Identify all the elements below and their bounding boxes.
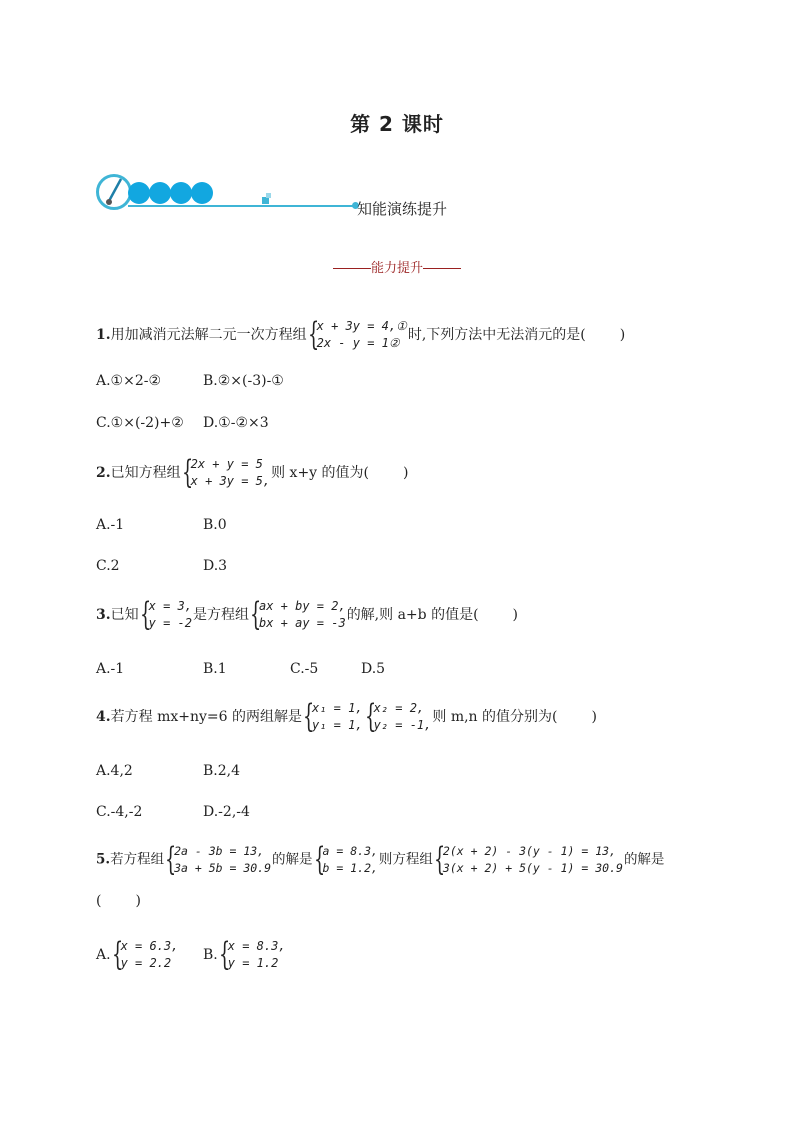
section-label: 能力提升 xyxy=(370,261,423,276)
question-text: 是方程组 xyxy=(192,607,249,623)
equation-row: a = 8.3, xyxy=(322,844,378,858)
equation-row: 3a + 5b = 30.9 xyxy=(174,861,272,875)
equation-row: x₂ = 2, xyxy=(373,701,425,715)
question-number: 2. xyxy=(96,465,111,481)
equation-system: { 2a - 3b = 13, 3a + 5b = 30.9 xyxy=(165,840,272,878)
option-label: A. xyxy=(96,947,111,963)
option-d: D.①-②×3 xyxy=(203,415,269,431)
question-text: 的解是 xyxy=(272,851,313,868)
question-text: 则 x+y 的值为( xyxy=(271,465,370,481)
option-b: B.0 xyxy=(203,517,227,533)
equation-row: 2x - y = 1② xyxy=(316,336,400,350)
question-number: 4. xyxy=(96,709,111,725)
option-a xyxy=(96,935,179,973)
question-text: 时,下列方法中无法消元的是( xyxy=(407,327,586,343)
option-label: B. xyxy=(203,947,218,963)
equation-row: y₂ = -1, xyxy=(373,718,432,732)
banner-decor-circle xyxy=(191,182,213,204)
option-a: A.-1 xyxy=(96,517,125,533)
equation-row: 2(x + 2) - 3(y - 1) = 13, xyxy=(442,844,617,858)
equation-system: { x₁ = 1, y₁ = 1, xyxy=(303,697,363,735)
banner-square-icon xyxy=(262,197,269,204)
option-b: B.1 xyxy=(203,661,227,677)
question-1 xyxy=(96,315,626,353)
answer-paren-open: ( xyxy=(96,893,102,909)
question-text: 的解,则 a+b 的值是( xyxy=(346,607,479,623)
equation-row: x = 3, xyxy=(148,599,192,613)
question-text: 若方程 mx+ny=6 的两组解是 xyxy=(110,709,302,725)
equation-system: { ax + by = 2, bx + ay = -3 xyxy=(249,595,346,633)
option-b: B.②×(-3)-① xyxy=(203,373,284,389)
banner-decor-circle xyxy=(128,182,150,204)
answer-paren-close: ) xyxy=(512,607,519,623)
question-text: 若方程组 xyxy=(110,851,165,868)
question-text: 已知 xyxy=(110,607,139,623)
answer-paren-close: ) xyxy=(619,327,626,343)
section-rule-right xyxy=(423,268,461,269)
question-number: 3. xyxy=(96,607,111,623)
equation-row: bx + ay = -3 xyxy=(258,616,346,630)
brush-icon xyxy=(96,174,132,210)
equation-row: x = 6.3, xyxy=(120,939,179,953)
answer-paren-close: ) xyxy=(135,893,141,909)
equation-system: { 2(x + 2) - 3(y - 1) = 13, 3(x + 2) + 5(y - 1) = 30.9 xyxy=(433,840,623,878)
equation-row: y = 1.2 xyxy=(227,956,279,970)
equation-system: { x₂ = 2, y₂ = -1, xyxy=(364,697,432,735)
equation-row: x + 3y = 4,① xyxy=(316,319,407,333)
equation-row: 2x + y = 5 xyxy=(190,457,263,471)
option-c: C.-5 xyxy=(290,661,319,677)
option-a: A.①×2-② xyxy=(96,373,162,389)
banner-line xyxy=(128,205,356,207)
banner-decor-circle xyxy=(149,182,171,204)
equation-row: ax + by = 2, xyxy=(258,599,346,613)
equation-row: x = 8.3, xyxy=(227,939,286,953)
question-text: 已知方程组 xyxy=(110,465,181,481)
question-text: 则方程组 xyxy=(378,851,433,868)
option-d: D.5 xyxy=(361,661,386,677)
option-d: D.-2,-4 xyxy=(203,804,250,820)
question-2 xyxy=(96,453,409,491)
equation-row: 2a - 3b = 13, xyxy=(174,844,265,858)
question-5 xyxy=(96,840,665,878)
question-text: 用加减消元法解二元一次方程组 xyxy=(110,327,307,343)
option-b xyxy=(203,935,287,973)
equation-system: { 2x + y = 5 x + 3y = 5, xyxy=(181,453,271,491)
banner-title: 知能演练提升 xyxy=(357,200,448,218)
option-b: B.2,4 xyxy=(203,763,241,779)
option-c: C.①×(-2)+② xyxy=(96,415,184,431)
equation-row: b = 1.2, xyxy=(322,861,378,875)
answer-paren-close: ) xyxy=(403,465,409,481)
option-a: A.4,2 xyxy=(96,763,133,779)
answer-paren-close: ) xyxy=(591,709,597,725)
equation-row: y = -2 xyxy=(148,616,192,630)
equation-system: { x = 8.3, y = 1.2 xyxy=(218,935,286,973)
question-number: 1. xyxy=(96,327,111,343)
equation-system: { a = 8.3, b = 1.2, xyxy=(313,840,378,878)
question-text: 则 m,n 的值分别为( xyxy=(432,709,558,725)
option-d: D.3 xyxy=(203,558,228,574)
option-a: A.-1 xyxy=(96,661,125,677)
option-c: C.2 xyxy=(96,558,120,574)
equation-row: x + 3y = 5, xyxy=(190,474,271,488)
question-number: 5. xyxy=(96,851,111,868)
equation-system: { x = 3, y = -2 xyxy=(139,595,192,633)
banner-square-icon xyxy=(266,193,271,198)
section-rule-left xyxy=(333,268,371,269)
equation-row: x₁ = 1, xyxy=(312,701,363,715)
question-text: 的解是 xyxy=(623,851,665,868)
question-4 xyxy=(96,697,597,735)
answer-paren xyxy=(96,893,141,909)
equation-system: { x = 6.3, y = 2.2 xyxy=(111,935,179,973)
equation-system: { x + 3y = 4,① 2x - y = 1② xyxy=(307,315,407,353)
question-3 xyxy=(96,595,519,633)
banner-decor-circle xyxy=(170,182,192,204)
equation-row: y₁ = 1, xyxy=(312,718,363,732)
section-header xyxy=(0,257,794,276)
equation-row: y = 2.2 xyxy=(120,956,172,970)
equation-row: 3(x + 2) + 5(y - 1) = 30.9 xyxy=(442,861,623,875)
option-c: C.-4,-2 xyxy=(96,804,143,820)
page-title: 第 2 课时 xyxy=(350,112,444,136)
